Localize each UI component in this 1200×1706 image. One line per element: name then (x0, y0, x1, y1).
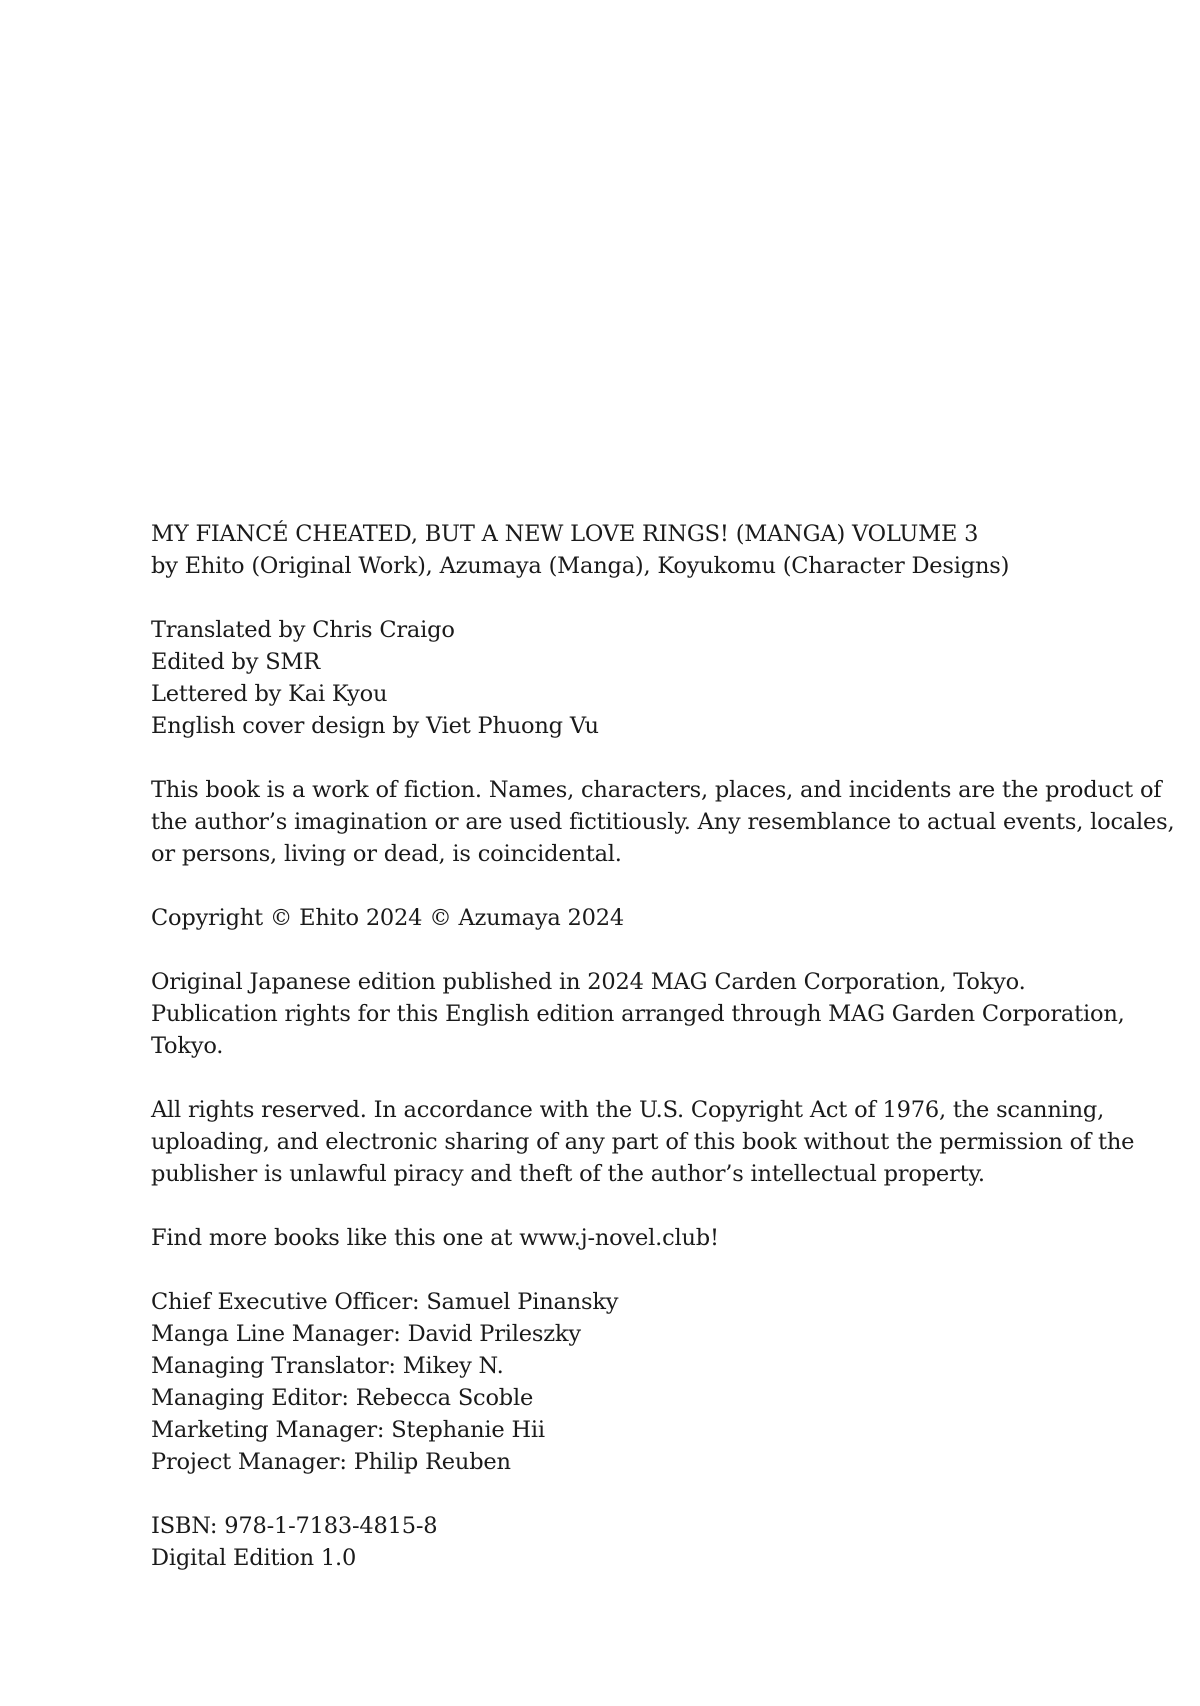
translator-credit: Translated by Chris Craigo (151, 617, 455, 643)
staff-line: Project Manager: Philip Reuben (151, 1449, 511, 1475)
edition-notice-line: Publication rights for this English edition arranged through MAG Garden Corporation, (151, 1001, 1125, 1027)
rights-line: publisher is unlawful piracy and theft of the author’s intellectual property. (151, 1161, 985, 1187)
edition-line: Digital Edition 1.0 (151, 1545, 357, 1571)
fiction-notice-line: or persons, living or dead, is coincidental. (151, 841, 622, 867)
copyright-line: Copyright © Ehito 2024 © Azumaya 2024 (151, 905, 624, 931)
book-byline: by Ehito (Original Work), Azumaya (Manga), Koyukomu (Character Designs) (151, 553, 1010, 579)
fiction-notice-paragraph (151, 774, 1175, 870)
book-title: MY FIANCÉ CHEATED, BUT A NEW LOVE RINGS! (MANGA) VOLUME 3 (151, 521, 979, 547)
staff-line: Managing Editor: Rebecca Scoble (151, 1385, 534, 1411)
staff-paragraph (151, 1286, 1151, 1478)
rights-line: uploading, and electronic sharing of any part of this book without the permission of the (151, 1129, 1135, 1155)
copyright-paragraph (151, 902, 1151, 934)
rights-line: All rights reserved. In accordance with the U.S. Copyright Act of 1976, the scanning, (151, 1097, 1105, 1123)
staff-line: Manga Line Manager: David Prileszky (151, 1321, 581, 1347)
editor-credit: Edited by SMR (151, 649, 320, 675)
edition-notice-paragraph (151, 966, 1151, 1062)
publication-paragraph (151, 1510, 1151, 1574)
letterer-credit: Lettered by Kai Kyou (151, 681, 388, 707)
staff-line: Chief Executive Officer: Samuel Pinansky (151, 1289, 619, 1315)
edition-notice-line: Original Japanese edition published in 2024 MAG Carden Corporation, Tokyo. (151, 969, 1026, 995)
find-more-paragraph (151, 1222, 1151, 1254)
credits-paragraph (151, 614, 1151, 742)
title-paragraph (151, 518, 1151, 582)
find-more-line: Find more books like this one at www.j-novel.club! (151, 1225, 719, 1251)
isbn-line: ISBN: 978-1-7183-4815-8 (151, 1513, 438, 1539)
rights-paragraph (151, 1094, 1151, 1190)
edition-notice-line: Tokyo. (151, 1033, 224, 1059)
cover-designer-credit: English cover design by Viet Phuong Vu (151, 713, 599, 739)
staff-line: Managing Translator: Mikey N. (151, 1353, 504, 1379)
staff-line: Marketing Manager: Stephanie Hii (151, 1417, 545, 1443)
copyright-text-block (151, 518, 1175, 1574)
fiction-notice-line: This book is a work of fiction. Names, characters, places, and incidents are the product of (151, 777, 1162, 803)
fiction-notice-line: the author’s imagination or are used fictitiously. Any resemblance to actual events, locales, (151, 809, 1175, 835)
